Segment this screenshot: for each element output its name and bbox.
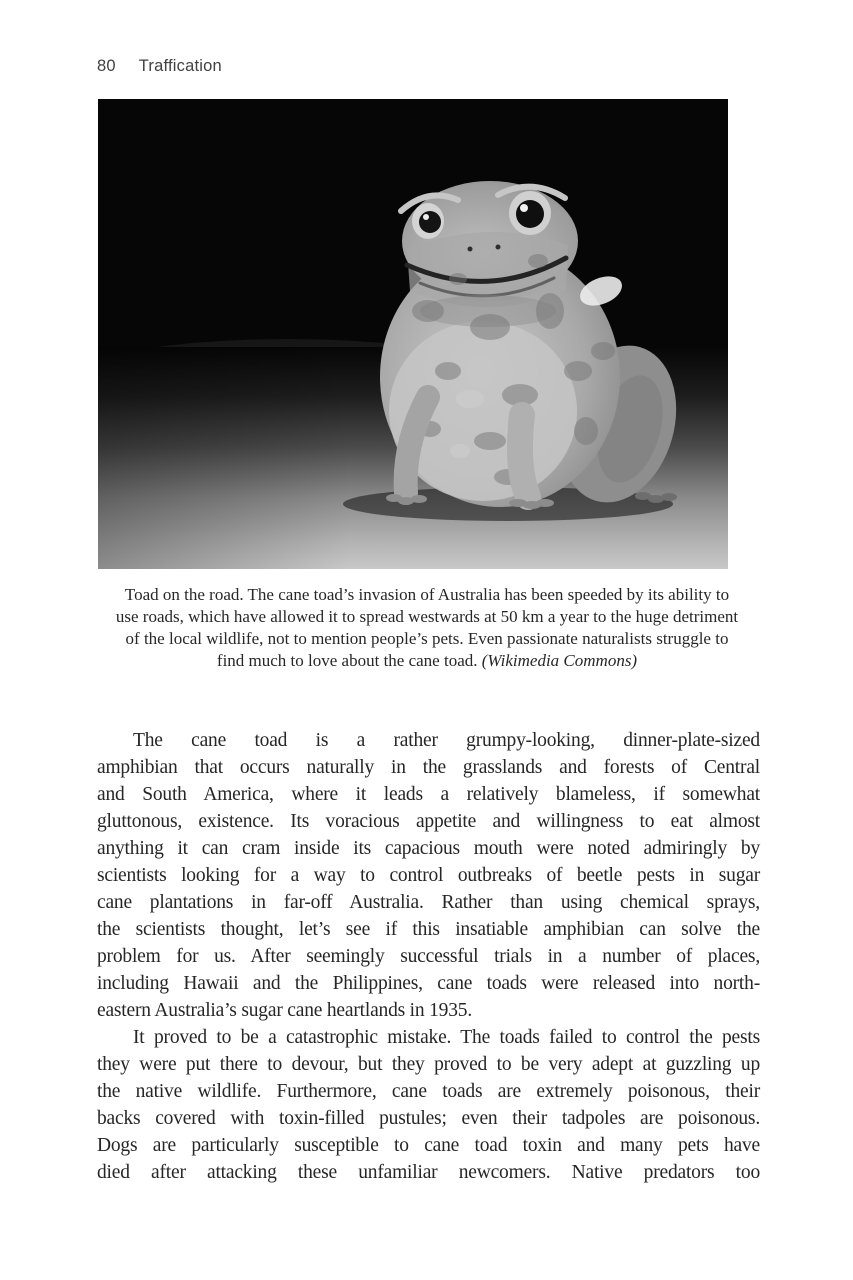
caption-line: of the local wildlife, not to mention people’s pets. Even passionate naturalists struggle to — [125, 629, 729, 648]
text-line: gluttonous, existence. Its voracious appetite and willingness to eat almost — [97, 811, 760, 832]
paragraph-2 — [97, 1024, 760, 1186]
text-line: anything it can cram inside its capacious mouth were noted admiringly by — [97, 838, 760, 859]
text-line: cane plantations in far-off Australia. Rather than using chemical sprays, — [97, 892, 760, 913]
text-line: they were put there to devour, but they proved to be very adept at guzzling up — [97, 1054, 760, 1075]
text-line: Dogs are particularly susceptible to cane toad toxin and many pets have — [97, 1135, 760, 1156]
cane-toad-photo — [98, 99, 728, 569]
text-line: died after attacking these unfamiliar newcomers. Native predators too — [97, 1162, 760, 1183]
text-line: and South America, where it leads a relatively blameless, if somewhat — [97, 784, 760, 805]
text-line: problem for us. After seemingly successful trials in a number of places, — [97, 946, 760, 967]
body-text — [97, 727, 760, 1186]
running-header — [97, 57, 222, 76]
running-title: Traffication — [138, 57, 222, 75]
text-line: including Hawaii and the Philippines, cane toads were released into north- — [97, 973, 760, 994]
photo-credit: (Wikimedia Commons) — [481, 651, 638, 670]
page-number: 80 — [97, 57, 116, 75]
caption-line: Toad on the road. The cane toad’s invasion of Australia has been speeded by its ability to — [124, 585, 730, 604]
text-line: the scientists thought, let’s see if this insatiable amphibian can solve the — [97, 919, 760, 940]
text-line: The cane toad is a rather grumpy-looking, dinner-plate-sized — [133, 730, 760, 751]
caption-tail: find much to love about the cane toad. — [216, 651, 482, 670]
text-line: It proved to be a catastrophic mistake. The toads failed to control the pests — [133, 1027, 760, 1048]
cane-toad-illustration — [98, 99, 728, 569]
figure-caption — [47, 584, 807, 672]
text-line: eastern Australia’s sugar cane heartlands in 1935. — [97, 1000, 473, 1021]
caption-line: use roads, which have allowed it to spread westwards at 50 km a year to the huge detriment — [115, 607, 739, 626]
paragraph-1 — [97, 727, 760, 1024]
text-line: scientists looking for a way to control outbreaks of beetle pests in sugar — [97, 865, 760, 886]
caption-line — [47, 650, 807, 672]
text-line: the native wildlife. Furthermore, cane toads are extremely poisonous, their — [97, 1081, 760, 1102]
text-line: amphibian that occurs naturally in the grasslands and forests of Central — [97, 757, 760, 778]
text-line: backs covered with toxin-filled pustules; even their tadpoles are poisonous. — [97, 1108, 760, 1129]
